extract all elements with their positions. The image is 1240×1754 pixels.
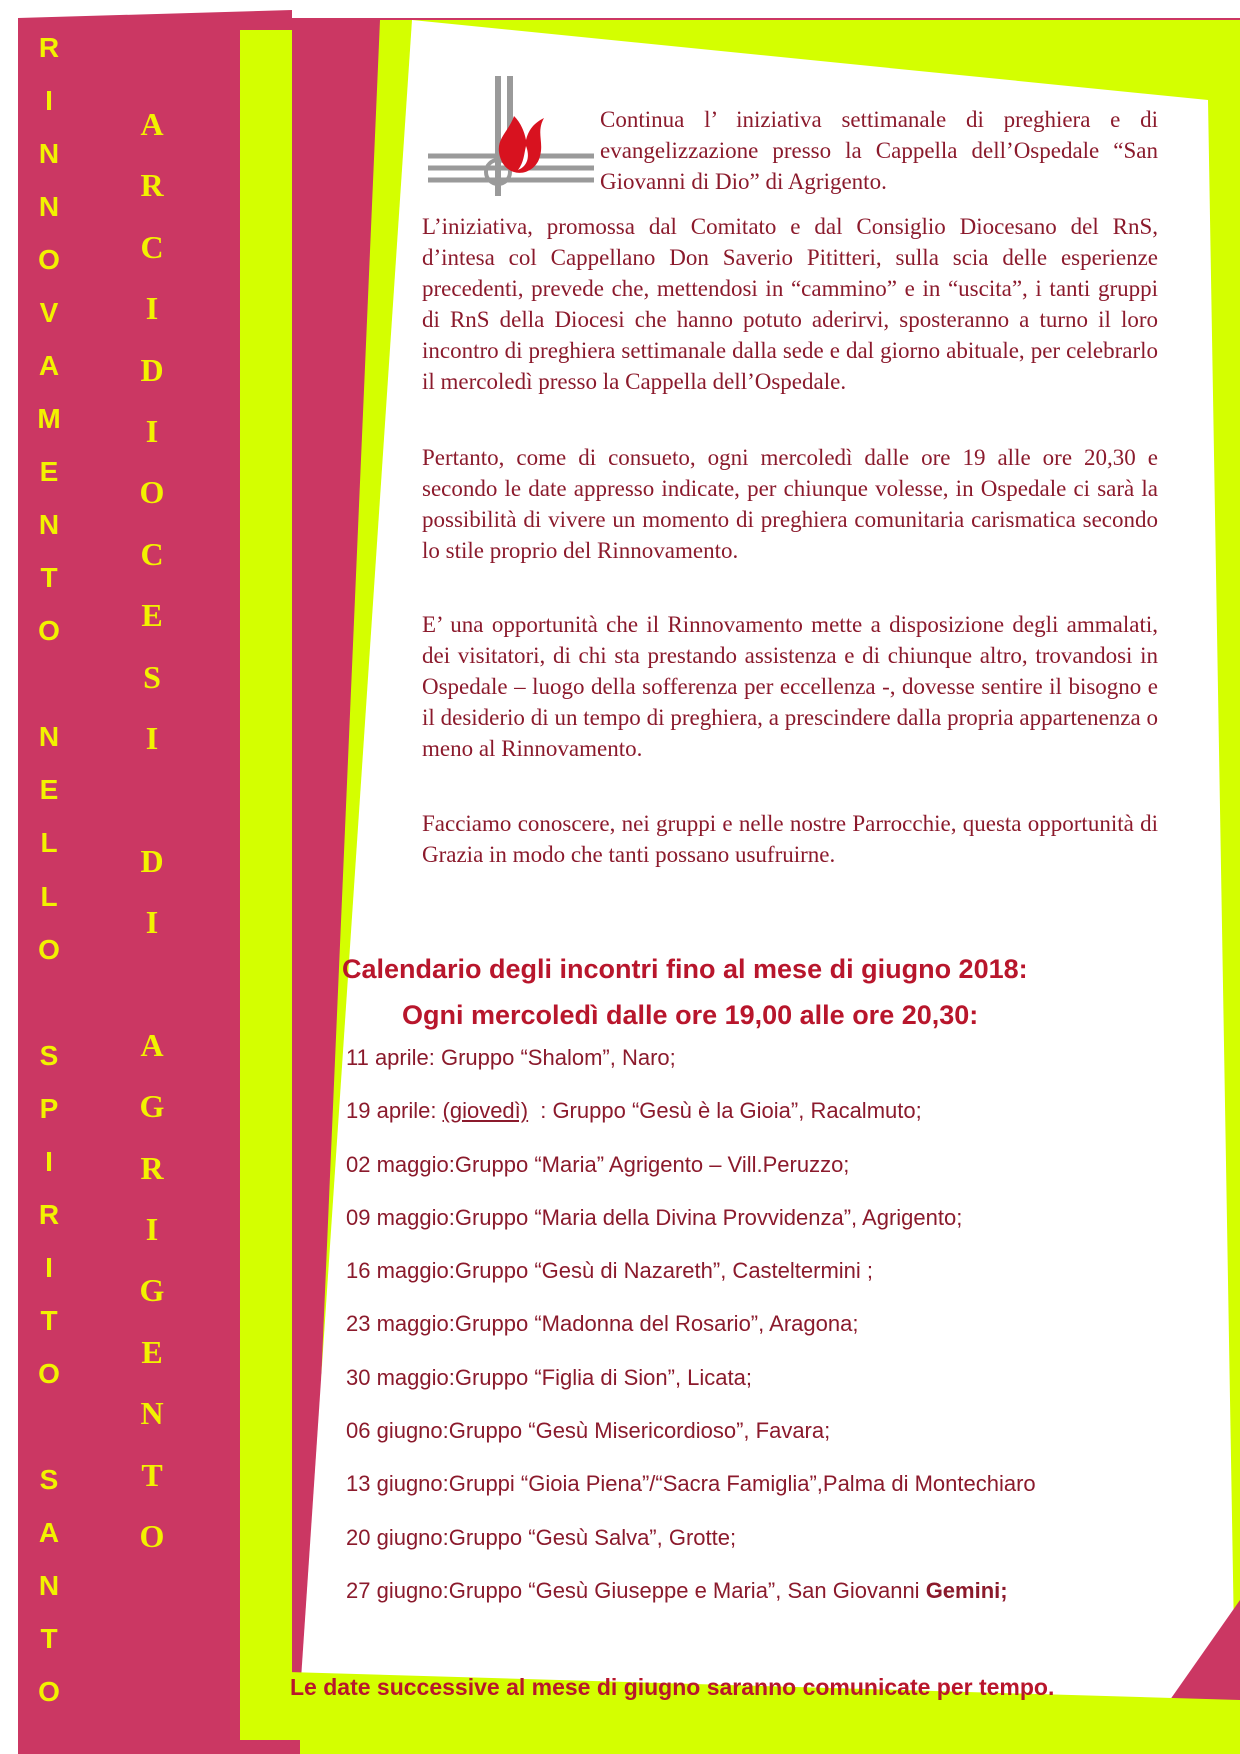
vertical-letter: I: [145, 412, 159, 449]
vertical-letter: G: [139, 1272, 165, 1309]
vertical-letter: O: [139, 1517, 165, 1554]
vertical-letter: P: [39, 1092, 59, 1124]
schedule-date: 23 maggio:: [346, 1311, 455, 1337]
schedule-text: Gruppo “Gesù Giuseppe e Maria”, San Giovanni: [448, 1577, 926, 1603]
vertical-letter: S: [39, 1039, 59, 1071]
schedule-text: : Gruppo “Shalom”, Naro;: [428, 1045, 676, 1070]
vertical-letter: N: [38, 138, 60, 170]
vertical-letter: N: [38, 191, 60, 223]
vertical-letter: A: [140, 1026, 164, 1063]
vertical-letter: I: [45, 85, 53, 117]
vertical-letter: C: [140, 228, 164, 265]
schedule-row-5: [346, 1309, 1146, 1362]
vertical-letter: R: [140, 167, 164, 204]
schedule-text: : Gruppo “Gesù è la Gioia”, Racalmuto;: [534, 1098, 922, 1124]
schedule-date: 06 giugno:: [346, 1418, 449, 1444]
vertical-letter: D: [140, 842, 164, 879]
schedule-text: Gruppo “Gesù di Nazareth”, Casteltermini ;: [454, 1258, 874, 1284]
schedule-text: Gruppo “Figlia di Sion”, Licata;: [454, 1364, 752, 1390]
magenta-bottom-strip: [18, 1740, 300, 1754]
vertical-letter: E: [39, 774, 59, 806]
vertical-letter: O: [38, 244, 60, 276]
schedule-row-8: [346, 1469, 1146, 1522]
schedule-text: Gruppo “Maria della Divina Provvidenza”, Agrigento;: [454, 1204, 963, 1230]
schedule-text: Gruppo “Gesù Salva”, Grotte;: [448, 1524, 737, 1550]
vertical-letter: I: [145, 1211, 159, 1248]
schedule-bold-text: Gemini;: [925, 1577, 1008, 1603]
vertical-letter: C: [140, 535, 164, 572]
vertical-letter: A: [140, 106, 164, 142]
body-paragraph-1: L’iniziativa, promossa dal Comitato e dal Consiglio Diocesano del RnS, d’intesa col Cappellano Don Saverio Pititteri, sulla scia delle esperienze precedenti, prevede che, mettendosi in “cammino” e in “uscita”, i tanti gruppi di RnS della Diocesi che hanno potuto aderirvi, sposteranno a turno il loro incontro di preghiera settimanale dalla sede e dal giorno abituale, per celebrarlo il mercoledì presso la Cappella dell’Ospedale.: [422, 214, 1158, 394]
vertical-letter: G: [139, 1088, 165, 1125]
vertical-letter: E: [39, 456, 59, 488]
vertical-letter: E: [141, 1333, 163, 1370]
schedule-row-1: [346, 1096, 1146, 1149]
vertical-letter: R: [38, 1198, 60, 1230]
schedule-date: 30 maggio:: [346, 1364, 455, 1390]
vertical-letter: D: [140, 351, 164, 388]
footer-note: Le date successive al mese di giugno saranno comunicate per tempo.: [290, 1674, 1055, 1700]
vertical-letter: S: [39, 1463, 59, 1495]
schedule-date: 02 maggio:: [346, 1151, 455, 1177]
vertical-letter: L: [40, 827, 58, 859]
rns-flame-dove-logo-icon: [428, 76, 594, 196]
schedule-text: Gruppi “Gioia Piena”/“Sacra Famiglia”,Palma di Montechiaro: [448, 1471, 1036, 1497]
vertical-letter: N: [140, 1395, 164, 1432]
schedule-row-7: [346, 1416, 1146, 1469]
vertical-letter: O: [38, 1357, 60, 1389]
vertical-title-arcidiocesi: [118, 108, 186, 1552]
schedule-text: Gruppo “Maria” Agrigento – Vill.Peruzzo;: [454, 1151, 850, 1177]
body-paragraph-4: Facciamo conoscere, nei gruppi e nelle nostre Parrocchie, questa opportunità di Grazia in modo che tanti possano usufruirne.: [422, 811, 1158, 867]
schedule-date: 13 giugno:: [346, 1471, 449, 1497]
vertical-letter: N: [38, 1569, 60, 1601]
schedule-date: 09 maggio:: [346, 1204, 455, 1230]
body-paragraph-2: Pertanto, come di consueto, ogni mercoledì dalle ore 19 alle ore 20,30 e secondo le date appresso indicate, per chiunque volesse, in Ospedale ci sarà la possibilità di vivere un momento di preghiera comunitaria carismatica secondo lo stile proprio del Rinnovamento.: [422, 445, 1158, 563]
vertical-letter: I: [45, 1251, 53, 1283]
schedule-row-4: [346, 1256, 1146, 1309]
schedule-date: 16 maggio:: [346, 1258, 455, 1284]
schedule-date: 20 giugno:: [346, 1524, 449, 1550]
vertical-letter: M: [37, 403, 61, 435]
vertical-letter: I: [145, 719, 159, 756]
vertical-letter: S: [143, 658, 161, 695]
vertical-letter: N: [38, 721, 60, 753]
calendar-subtitle: Ogni mercoledì dalle ore 19,00 alle ore 20,30:: [402, 1000, 979, 1030]
schedule-row-10: [346, 1576, 1146, 1629]
vertical-title-rinnovamento: [18, 34, 80, 1706]
schedule-text: Gruppo “Gesù Misericordioso”, Favara;: [448, 1418, 831, 1444]
schedule-row-3: [346, 1203, 1146, 1256]
schedule-text: Gruppo “Madonna del Rosario”, Aragona;: [454, 1311, 859, 1337]
vertical-letter: E: [141, 597, 163, 634]
vertical-letter: O: [38, 615, 60, 647]
schedule-note: (giovedì): [442, 1098, 529, 1124]
schedule-date: 19 aprile:: [346, 1098, 437, 1124]
vertical-letter: O: [38, 1675, 60, 1707]
vertical-letter: R: [38, 32, 60, 63]
vertical-letter: T: [40, 1622, 58, 1654]
vertical-letter: O: [38, 933, 60, 965]
vertical-letter: A: [38, 350, 60, 382]
vertical-letter: N: [38, 509, 60, 541]
schedule-date: 11 aprile: [346, 1045, 429, 1070]
body-paragraph-3: E’ una opportunità che il Rinnovamento mette a disposizione degli ammalati, dei visitatori, di chi sta prestando assistenza e di chiunque altro, trovandosi in Ospedale – luogo della sofferenza per eccellenza -, dovesse sentire il bisogno e il desiderio di un tempo di preghiera, a prescindere dalla propria appartenenza o meno al Rinnovamento.: [422, 612, 1158, 761]
vertical-letter: I: [145, 290, 159, 327]
vertical-letter: T: [40, 562, 58, 594]
vertical-letter: O: [139, 474, 165, 511]
schedule-row-9: [346, 1523, 1146, 1576]
vertical-letter: A: [38, 1516, 60, 1548]
vertical-letter: I: [45, 1145, 53, 1177]
intro-paragraph: Continua l’ iniziativa settimanale di preghiera e di evangelizzazione presso la Cappella dell’Ospedale “San Giovanni di Dio” di Agrigento.: [600, 107, 1158, 194]
schedule-date: 27 giugno:: [346, 1577, 449, 1603]
schedule-row-6: [346, 1363, 1146, 1416]
vertical-letter: T: [40, 1304, 58, 1336]
schedule-row-0: [346, 1043, 1146, 1096]
vertical-letter: V: [39, 297, 59, 329]
schedule-list: [346, 1043, 1146, 1629]
vertical-letter: T: [141, 1456, 163, 1493]
vertical-letter: I: [145, 904, 159, 941]
calendar-title: Calendario degli incontri fino al mese di giugno 2018:: [342, 954, 1028, 984]
vertical-letter: R: [140, 1149, 164, 1186]
vertical-letter: L: [40, 880, 58, 912]
schedule-row-2: [346, 1150, 1146, 1203]
